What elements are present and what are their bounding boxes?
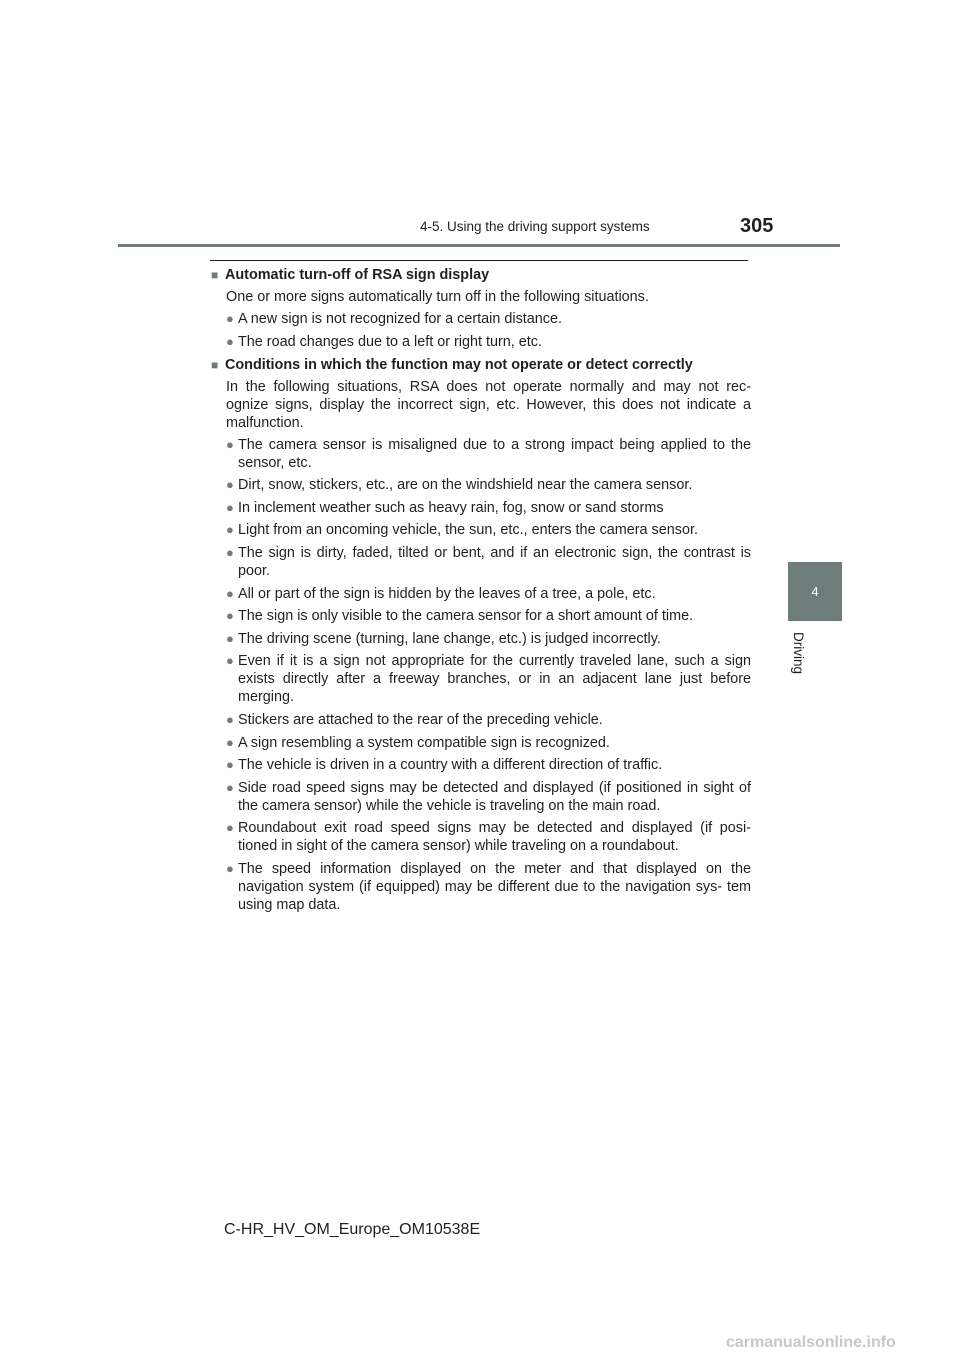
- square-bullet-icon: ■: [211, 357, 219, 372]
- circle-bullet-icon: ●: [226, 653, 234, 669]
- footer-doc-id: C-HR_HV_OM_Europe_OM10538E: [224, 1221, 481, 1238]
- chapter-tab: [788, 562, 842, 621]
- watermark: carmanualsonline.info: [726, 1334, 896, 1351]
- list-item: ● The sign is dirty, faded, tilted or bent, and if an electronic sign, the contrast is poor.: [226, 544, 751, 579]
- list-item: ● A sign resembling a system compatible sign is recognized.: [226, 734, 610, 751]
- list-item: ● In inclement weather such as heavy rain, fog, snow or sand storms: [226, 499, 664, 516]
- list-item: ● Even if it is a sign not appropriate for the currently traveled lane, such a sign exists directly after a freeway branches, or in an adjacent lane just before merging.: [226, 653, 751, 706]
- section-heading: [211, 266, 751, 284]
- circle-bullet-icon: ●: [226, 860, 234, 876]
- circle-bullet-icon: ●: [226, 585, 234, 601]
- list-item: ● The speed information displayed on the meter and that displayed on the navigation system (if equipped) may be different due to the navigation sys- tem using map data.: [226, 860, 751, 913]
- chapter-label: Driving: [791, 632, 806, 675]
- circle-bullet-icon: ●: [226, 544, 234, 560]
- page-number: 305: [740, 215, 774, 237]
- list-item: ● The road changes due to a left or right turn, etc.: [226, 333, 542, 350]
- list-item: ● The driving scene (turning, lane change, etc.) is judged incorrectly.: [226, 630, 661, 647]
- circle-bullet-icon: ●: [226, 522, 234, 538]
- list-item: ● Dirt, snow, stickers, etc., are on the windshield near the camera sensor.: [226, 477, 693, 494]
- circle-bullet-icon: ●: [226, 499, 234, 515]
- circle-bullet-icon: ●: [226, 630, 234, 646]
- list-item: ● A new sign is not recognized for a certain distance.: [226, 311, 562, 327]
- square-bullet-icon: ■: [211, 268, 219, 282]
- circle-bullet-icon: ●: [226, 711, 234, 727]
- list-item: ● Stickers are attached to the rear of the preceding vehicle.: [226, 711, 603, 728]
- bullet-list: [211, 436, 751, 914]
- list-item: ● The vehicle is driven in a country with a different direction of traffic.: [226, 757, 663, 774]
- circle-bullet-icon: ●: [226, 734, 234, 750]
- circle-bullet-icon: ●: [226, 757, 234, 773]
- list-item: ● The camera sensor is misaligned due to a strong impact being applied to the sensor, etc.: [226, 436, 751, 471]
- list-item: ● All or part of the sign is hidden by the leaves of a tree, a pole, etc.: [226, 585, 656, 602]
- circle-bullet-icon: ●: [226, 779, 234, 795]
- circle-bullet-icon: ●: [226, 477, 234, 493]
- section-auto-turn-off: [211, 266, 751, 351]
- section-heading: [211, 356, 751, 374]
- section-intro: One or more signs automatically turn off in the following situations.: [226, 289, 649, 305]
- circle-bullet-icon: ●: [226, 820, 234, 836]
- circle-bullet-icon: ●: [226, 333, 234, 349]
- header-rule: [118, 244, 840, 247]
- list-item: ● The sign is only visible to the camera sensor for a short amount of time.: [226, 608, 694, 625]
- header-section-title: 4-5. Using the driving support systems: [420, 219, 650, 234]
- main-content: [211, 266, 751, 919]
- section-heading-text: Conditions in which the function may not operate or detect correctly: [225, 356, 693, 373]
- list-item: ● Light from an oncoming vehicle, the sun, etc., enters the camera sensor.: [226, 522, 698, 539]
- bullet-list: [211, 310, 751, 351]
- list-item: ● Roundabout exit road speed signs may be detected and displayed (if posi- tioned in sight of the camera sensor) while traveling on a roundabout.: [226, 820, 751, 855]
- circle-bullet-icon: ●: [226, 311, 234, 326]
- list-item: ● Side road speed signs may be detected and displayed (if positioned in sight of the camera sensor) while the vehicle is traveling on the main road.: [226, 779, 751, 814]
- circle-bullet-icon: ●: [226, 436, 234, 452]
- chapter-number: 4: [811, 584, 819, 599]
- section-intro: In the following situations, RSA does not operate normally and may not rec- ognize signs, display the incorrect sign, etc. However, this does not indicate a malfunction.: [226, 378, 751, 431]
- content-rule: [210, 260, 748, 261]
- circle-bullet-icon: ●: [226, 608, 234, 624]
- section-conditions: [211, 356, 751, 914]
- section-heading-text: Automatic turn-off of RSA sign display: [225, 267, 490, 283]
